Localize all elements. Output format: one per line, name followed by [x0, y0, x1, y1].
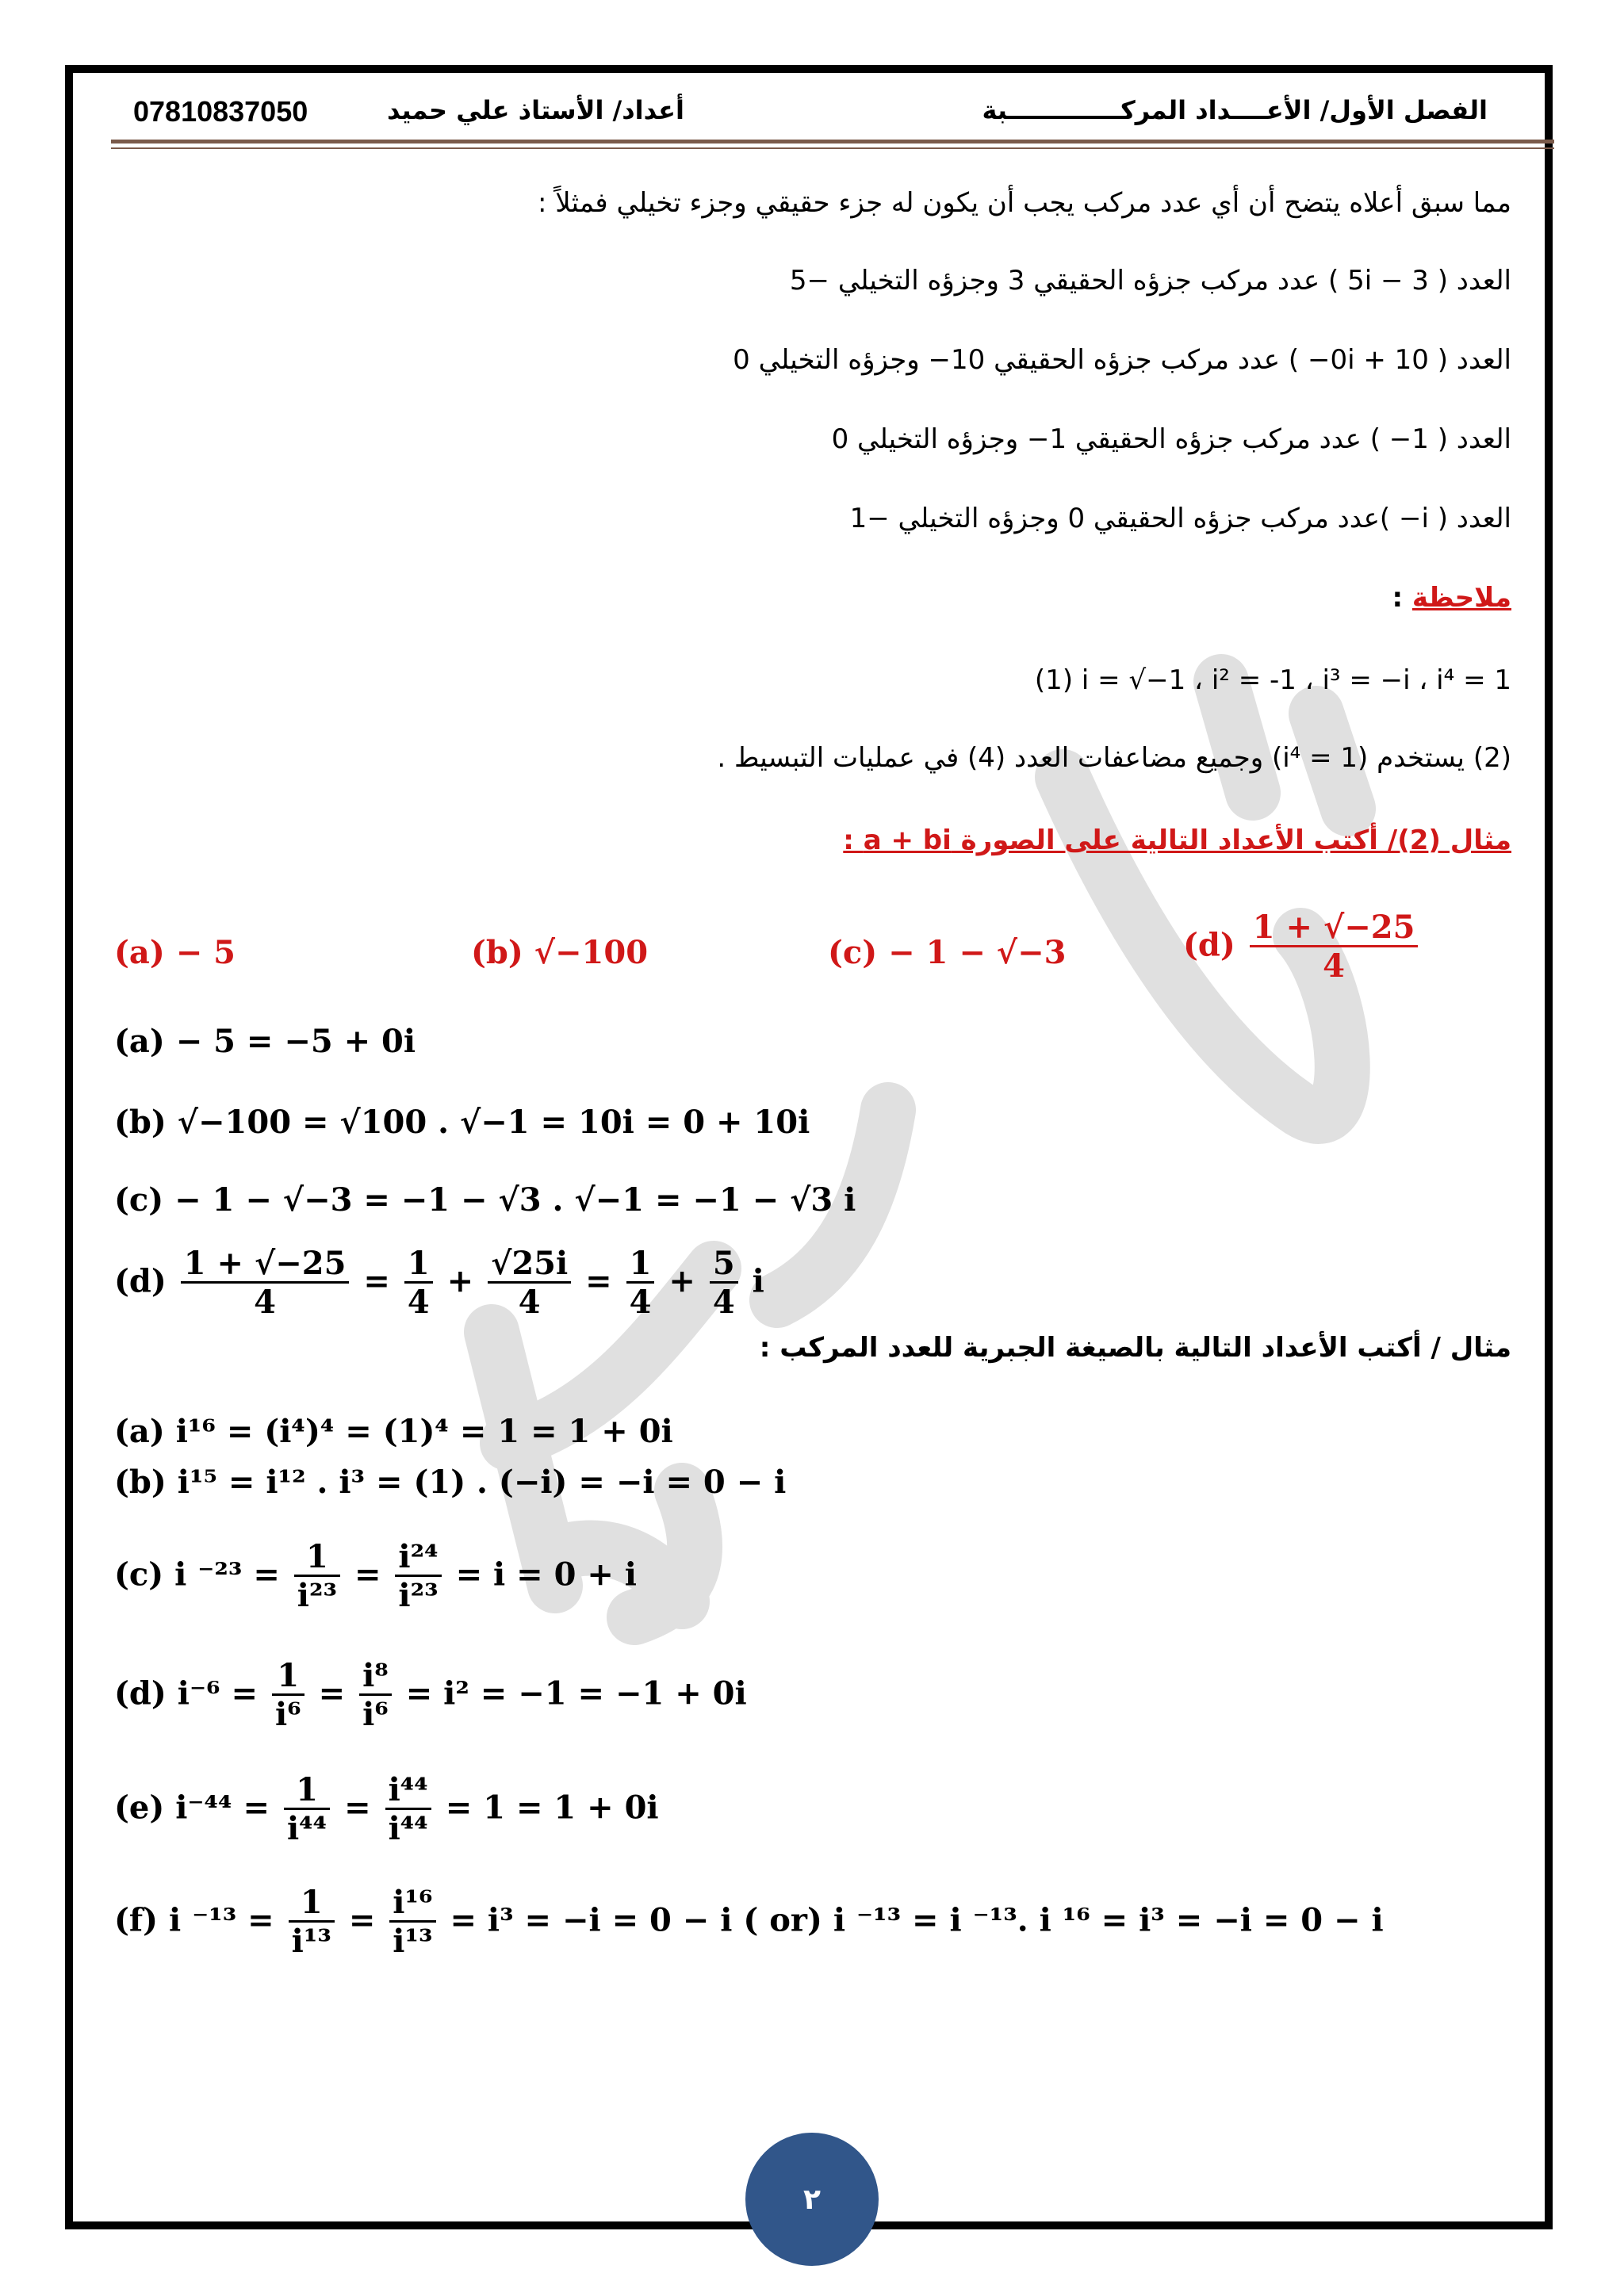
fraction-denominator: 4: [518, 1284, 541, 1321]
example2-solution-b: (b) √−100 = √100 . √−1 = 10i = 0 + 10i: [114, 1104, 810, 1141]
solution-label: (d) i⁻⁶ =: [114, 1674, 259, 1712]
example3-solution-d: [114, 1659, 747, 1734]
fraction: [272, 1659, 304, 1734]
example2-d-label: (d): [1183, 926, 1235, 964]
note-colon: :: [1392, 582, 1404, 614]
header-rule-thin: [111, 147, 1554, 149]
fraction-denominator: i²³: [297, 1577, 338, 1614]
fraction-numerator: 5: [710, 1246, 738, 1284]
note-heading: [1392, 582, 1511, 614]
solution-tail: = i² = −1 = −1 + 0i: [405, 1674, 747, 1712]
fraction-numerator: i⁴⁴: [385, 1773, 431, 1810]
note-item-2: (2) يستخدم (i⁴ = 1) وجميع مضاعفات العدد (4) في عمليات التبسيط .: [717, 742, 1511, 774]
solution-tail: = i = 0 + i: [455, 1556, 637, 1594]
fraction-numerator: 1 + √−25: [181, 1246, 350, 1284]
intro-example-1: العدد ( 5i − 3 ) عدد مركب جزؤه الحقيقي 3 وجزؤه التخيلي −5: [789, 265, 1511, 297]
solution-tail: = i³ = −i = 0 − i ( or) i ⁻¹³ = i ⁻¹³. i ¹⁶ = i³ = −i = 0 − i: [450, 1901, 1384, 1939]
solution-d-fraction-3: [488, 1246, 571, 1322]
equals-sign: =: [363, 1262, 390, 1300]
fraction: [359, 1659, 392, 1734]
solution-d-fraction-4: [626, 1246, 655, 1322]
solution-label: (c) i ⁻²³ =: [114, 1556, 280, 1594]
fraction-numerator: 1: [626, 1246, 655, 1284]
fraction-numerator: 1: [272, 1659, 304, 1696]
solution-d-fraction-5: [710, 1246, 738, 1322]
fraction-numerator: 1: [404, 1246, 433, 1284]
example3-solution-f: [114, 1885, 1384, 1961]
intro-example-4: العدد ( i− )عدد مركب جزؤه الحقيقي 0 وجزؤه التخيلي −1: [849, 503, 1511, 534]
fraction-denominator: i⁴⁴: [388, 1810, 428, 1847]
solution-d-fraction-1: [181, 1246, 350, 1322]
fraction-denominator: i⁴⁴: [286, 1810, 327, 1847]
equals-sign: =: [354, 1556, 381, 1594]
equals-sign: =: [585, 1262, 612, 1300]
equals-sign: =: [318, 1674, 346, 1712]
header-author: أعداد/ الأستاذ علي حميد: [387, 95, 684, 125]
equals-sign: =: [344, 1789, 371, 1827]
solution-label: (e) i⁻⁴⁴ =: [114, 1789, 270, 1827]
header-rule: [111, 140, 1554, 144]
fraction-denominator: i¹³: [393, 1923, 433, 1960]
fraction-numerator: 1: [284, 1773, 330, 1810]
fraction-denominator: 4: [1323, 947, 1346, 985]
fraction-denominator: 4: [629, 1284, 652, 1321]
fraction: [284, 1773, 330, 1848]
example3-solution-e: [114, 1773, 659, 1848]
note-item-1: (1) i = √−1 ، i² = -1 ، i³ = −i ، i⁴ = 1: [1034, 664, 1511, 696]
fraction: [289, 1885, 335, 1961]
fraction-numerator: 1 + √−25: [1250, 910, 1419, 947]
example2-item-d: [1183, 910, 1421, 985]
note-title: ملاحظة: [1411, 582, 1511, 614]
page-number-badge: ٢: [745, 2133, 879, 2266]
fraction: [294, 1540, 340, 1615]
fraction-denominator: 4: [407, 1284, 430, 1321]
solution-tail: = 1 = 1 + 0i: [445, 1789, 659, 1827]
equals-sign: =: [348, 1901, 376, 1939]
fraction: [395, 1540, 441, 1615]
solution-d-label: (d): [114, 1262, 167, 1300]
example2-solution-c: (c) − 1 − √−3 = −1 − √3 . √−1 = −1 − √3 i: [114, 1181, 856, 1219]
intro-text: مما سبق أعلاه يتضح أن أي عدد مركب يجب أن يكون له جزء حقيقي وجزء تخيلي فمثلاً :: [537, 187, 1511, 219]
example2-d-fraction: [1250, 910, 1419, 985]
intro-example-3: العدد ( 1− ) عدد مركب جزؤه الحقيقي 1− وجزؤه التخيلي 0: [831, 423, 1511, 455]
solution-d-fraction-2: [404, 1246, 433, 1322]
fraction-denominator: i⁶: [274, 1696, 301, 1733]
example3-solution-c: [114, 1540, 637, 1615]
example2-title: مثال (2)/ أكتب الأعداد التالية على الصورة a + bi :: [843, 825, 1511, 856]
fraction-denominator: i⁶: [362, 1696, 389, 1733]
fraction-numerator: √25i: [488, 1246, 571, 1284]
fraction-numerator: i⁸: [359, 1659, 392, 1696]
solution-label: (f) i ⁻¹³ =: [114, 1901, 274, 1939]
fraction-numerator: 1: [289, 1885, 335, 1923]
fraction-numerator: i²⁴: [395, 1540, 441, 1577]
fraction-denominator: 4: [254, 1284, 277, 1321]
example2-solution-a: (a) − 5 = −5 + 0i: [114, 1023, 416, 1060]
plus-sign: +: [446, 1262, 474, 1300]
fraction: [385, 1773, 431, 1848]
fraction-denominator: 4: [712, 1284, 735, 1321]
header-phone: 07810837050: [133, 95, 308, 128]
example2-item-b: (b) √−100: [471, 934, 649, 971]
fraction-denominator: i²³: [398, 1577, 439, 1614]
plus-sign: +: [668, 1262, 695, 1300]
fraction-denominator: i¹³: [291, 1923, 331, 1960]
example2-solution-d: [114, 1246, 764, 1322]
fraction: [389, 1885, 435, 1961]
intro-example-2: العدد ( 0i + 10− ) عدد مركب جزؤه الحقيقي 10− وجزؤه التخيلي 0: [733, 344, 1511, 376]
example3-solution-b: (b) i¹⁵ = i¹² . i³ = (1) . (−i) = −i = 0 − i: [114, 1464, 787, 1501]
fraction-numerator: 1: [294, 1540, 340, 1577]
example3-title: مثال / أكتب الأعداد التالية بالصيغة الجبرية للعدد المركب :: [759, 1332, 1511, 1364]
example2-item-a: (a) − 5: [114, 934, 236, 971]
header-chapter: الفصل الأول/ الأعــــداد المركـــــــــــــبة: [982, 95, 1488, 125]
example3-solution-a: (a) i¹⁶ = (i⁴)⁴ = (1)⁴ = 1 = 1 + 0i: [114, 1413, 673, 1450]
imaginary-unit: i: [752, 1262, 764, 1300]
example2-item-c: (c) − 1 − √−3: [828, 934, 1067, 971]
fraction-numerator: i¹⁶: [389, 1885, 435, 1923]
